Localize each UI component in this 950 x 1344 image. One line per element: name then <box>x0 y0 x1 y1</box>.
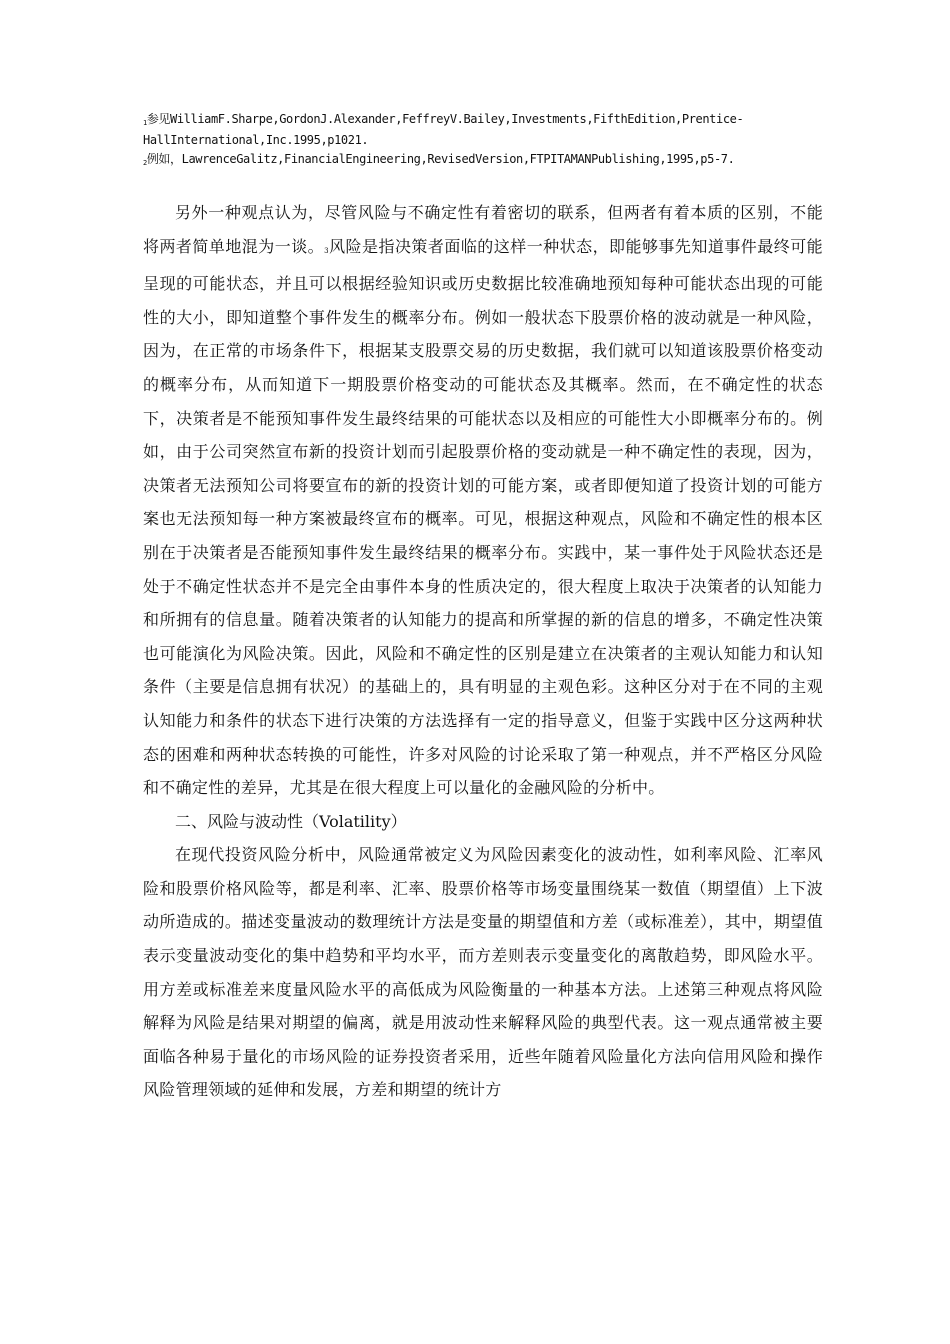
footnote-3-mark: 3 <box>324 246 329 255</box>
footnote-1-mark: 1 <box>143 119 147 127</box>
paragraph-uncertainty <box>143 196 823 805</box>
footnote-1-text-1: 参见WilliamF.Sharpe,GordonJ.Alexander,FeffreyV.Bailey,Investments,FifthEdition,Prentice- <box>146 112 744 126</box>
main-text <box>143 196 823 1107</box>
footnote-2-mark: 2 <box>143 159 147 167</box>
footnote-2-line-1 <box>143 150 843 171</box>
paragraph-1-part-2: 风险是指决策者面临的这样一种状态，即能够事先知道事件最终可能呈现的可能状态，并且可以根据经验知识或历史数据比较准确地预知每种可能状态出现的可能性的大小，即知道整个事件发生的概率分布。例如一般状态下股票价格的波动就是一种风险，因为，在正常的市场条件下，根据某支股票交易的历史数据，我们就可以知道该股票价格变动的概率分布，从而知道下一期股票价格变动的可能状态及其概率。然而，在不确定性的状态下，决策者是不能预知事件发生最终结果的可能状态以及相应的可能性大小即概率分布的。例如，由于公司突然宣布新的投资计划而引起股票价格的变动就是一种不确定性的表现，因为，决策者无法预知公司将要宣布的新的投资计划的可能方案，或者即便知道了投资计划的可能方案也无法预知每一种方案被最终宣布的概率。可见，根据这种观点，风险和不确定性的根本区别在于决策者是否能预知事件发生最终结果的概率分布。实践中，某一事件处于风险状态还是处于不确定性状态并不是完全由事件本身的性质决定的，很大程度上取决于决策者的认知能力和所拥有的信息量。随着决策者的认知能力的提高和所掌握的新的信息的增多，不确定性决策也可能演化为风险决策。因此，风险和不确定性的区别是建立在决策者的主观认知能力和认知条件（主要是信息拥有状况）的基础上的，具有明显的主观色彩。这种区分对于在不同的主观认知能力和条件的状态下进行决策的方法选择有一定的指导意义，但鉴于实践中区分这两种状态的困难和两种状态转换的可能性，许多对风险的讨论采取了第一种观点，并不严格区分风险和不确定性的差异，尤其是在很大程度上可以量化的金融风险的分析中。 <box>143 236 823 798</box>
footnote-2-text-1: 例如，LawrenceGalitz,FinancialEngineering,RevisedVersion,FTPITAMANPublishing,1995,p5-7. <box>146 152 735 166</box>
section-heading-volatility: 二、风险与波动性（Volatility） <box>175 811 407 831</box>
paragraph-1-part-1: 另外一种观点认为，尽管风险与不确定性有着密切的联系，但两者有着本质的区别，不能将两者简单地混为一谈。 <box>143 203 823 256</box>
footnote-1-line-2 <box>143 131 843 150</box>
footnote-1-text-2: HallInternational,Inc.1995,p1021. <box>143 133 369 147</box>
paragraph-volatility: 在现代投资风险分析中，风险通常被定义为风险因素变化的波动性，如利率风险、汇率风险和股票价格风险等，都是利率、汇率、股票价格等市场变量围绕某一数值（期望值）上下波动所造成的。描述变量波动的数理统计方法是变量的期望值和方差（或标准差），其中，期望值表示变量波动变化的集中趋势和平均水平，而方差则表示变量变化的离散趋势，即风险水平。用方差或标准差来度量风险水平的高低成为风险衡量的一种基本方法。上述第三种观点将风险解释为风险是结果对期望的偏离，就是用波动性来解释风险的典型代表。这一观点通常被主要面临各种易于量化的市场风险的证券投资者采用，近些年随着风险量化方法向信用风险和操作风险管理领域的延伸和发展，方差和期望的统计方 <box>143 845 823 1100</box>
footnote-1-line-1 <box>143 110 843 131</box>
footnotes <box>143 110 843 171</box>
